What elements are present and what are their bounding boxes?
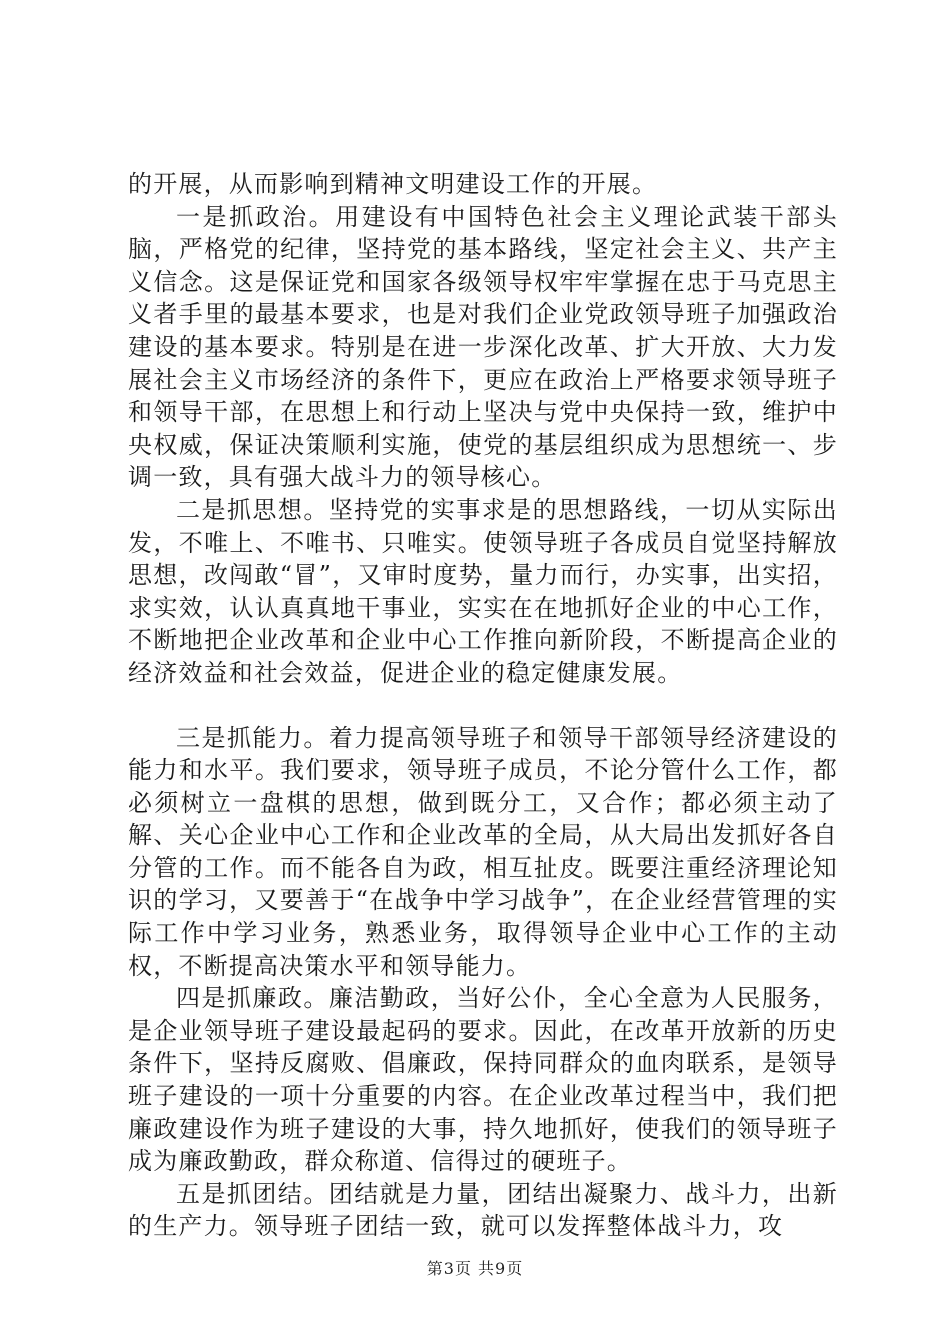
page-number: 第3页 共9页 [426, 1259, 524, 1278]
paragraph-continuation: 的开展，从而影响到精神文明建设工作的开展。 [128, 170, 658, 198]
paragraph-unity: 五是抓团结。团结就是力量，团结出凝聚力、战斗力，出新的生产力。领导班子团结一致，就可以发挥整体战斗力，攻 [128, 1179, 838, 1241]
paragraph-thought: 二是抓思想。坚持党的实事求是的思想路线，一切从实际出发，不唯上、不唯书、只唯实。使领导班子各成员自觉坚持解放思想，改闯敢“冒”，又审时度势，量力而行，办实事，出实招，求实效，认认真真地干事业，实实在在地抓好企业的中心工作，不断地把企业改革和企业中心工作推向新阶段，不断提高企业的经济效益和社会效益，促进企业的稳定健康发展。 [128, 495, 838, 687]
paragraph-ability: 三是抓能力。着力提高领导班子和领导干部领导经济建设的能力和水平。我们要求，领导班子成员，不论分管什么工作，都必须树立一盘棋的思想，做到既分工，又合作；都必须主动了解、关心企业中心工作和企业改革的全局，从大局出发抓好各自分管的工作。而不能各自为政，相互扯皮。既要注重经济理论知识的学习，又要善于“在战争中学习战争”，在企业经营管理的实际工作中学习业务，熟悉业务，取得领导企业中心工作的主动权，不断提高决策水平和领导能力。 [128, 723, 838, 980]
paragraph-politics: 一是抓政治。用建设有中国特色社会主义理论武装干部头脑，严格党的纪律，坚持党的基本路线，坚定社会主义、共产主义信念。这是保证党和国家各级领导权牢牢掌握在忠于马克思主义者手里的最基本要求，也是对我们企业党政领导班子加强政治建设的基本要求。特别是在进一步深化改革、扩大开放、大力发展社会主义市场经济的条件下，更应在政治上严格要求领导班子和领导干部，在思想上和行动上坚决与党中央保持一致，维护中央权威，保证决策顺利实施，使党的基层组织成为思想统一、步调一致，具有强大战斗力的领导核心。 [128, 202, 838, 492]
paragraph-integrity: 四是抓廉政。廉洁勤政，当好公仆，全心全意为人民服务，是企业领导班子建设最起码的要求。因此，在改革开放新的历史条件下，坚持反腐败、倡廉政，保持同群众的血肉联系，是领导班子建设的一项十分重要的内容。在企业改革过程当中，我们把廉政建设作为班子建设的大事，持久地抓好，使我们的领导班子成为廉政勤政，群众称道、信得过的硬班子。 [128, 984, 838, 1176]
document-body [128, 168, 838, 1243]
